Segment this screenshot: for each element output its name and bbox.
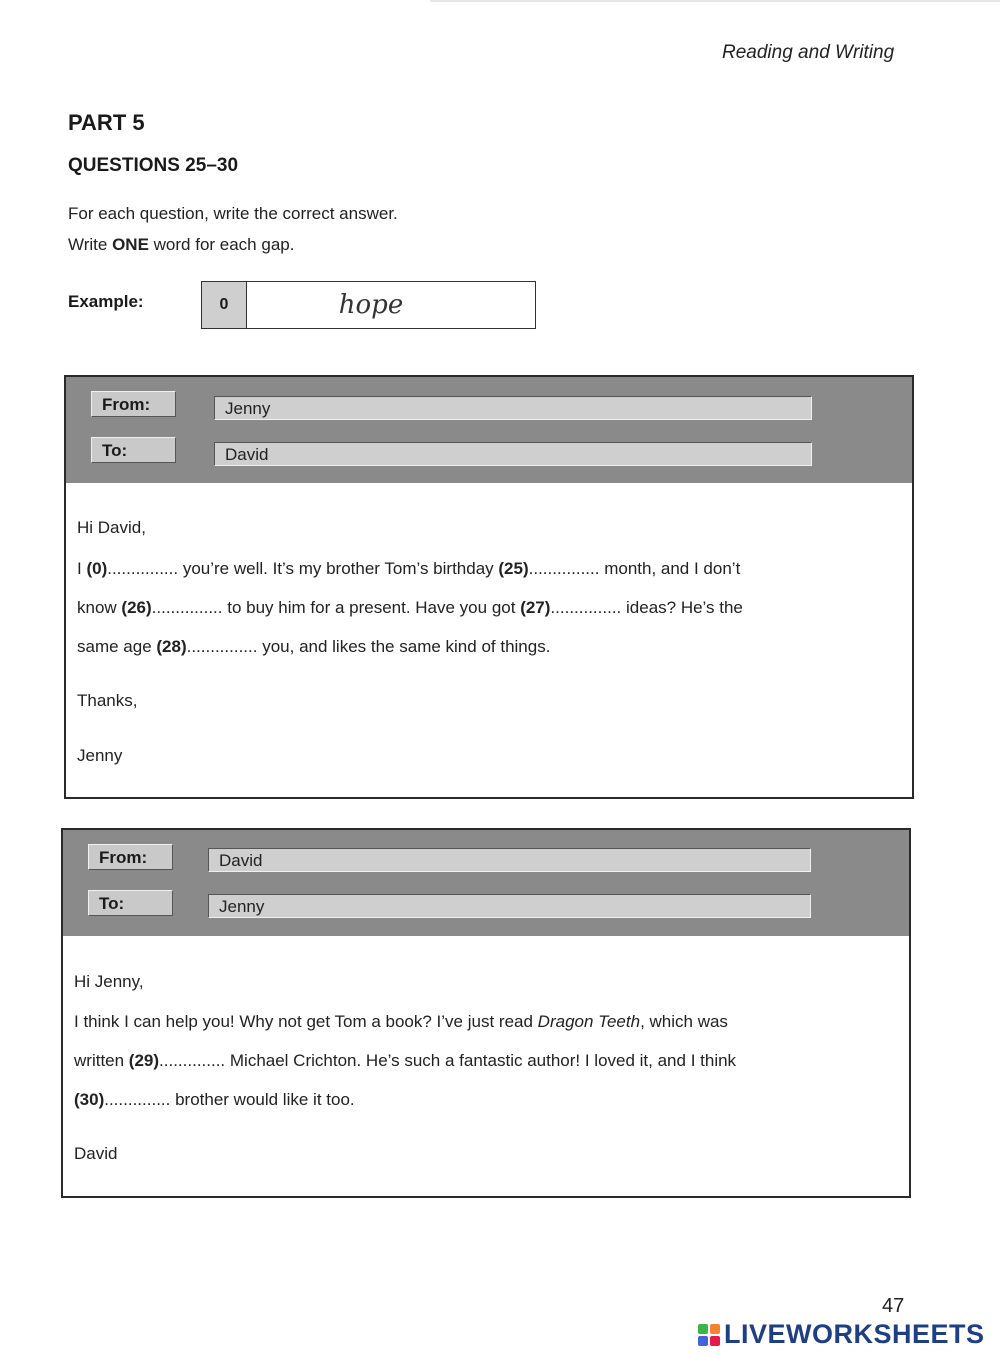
email-2-line-2: written (29).............. Michael Crichton. He’s such a fantastic author! I loved it, and I think (74, 1051, 737, 1070)
email-1-to-label: To: (91, 437, 176, 463)
part-heading: PART 5 (68, 110, 145, 135)
email-1-line-2: know (26)............... to buy him for a present. Have you got (27)............... ideas? He’s the (77, 598, 743, 617)
email-2 (61, 828, 911, 1198)
email-1-line-3: same age (28)............... you, and likes the same kind of things. (77, 637, 551, 656)
email-1-thanks: Thanks, (77, 691, 138, 710)
email-1-header (66, 377, 912, 483)
email-2-line-1: I think I can help you! Why not get Tom a book? I’ve just read Dragon Teeth, which was (74, 1012, 728, 1031)
email-2-signoff: David (74, 1144, 118, 1163)
page-number: 47 (882, 1295, 905, 1317)
example-number: 0 (202, 282, 247, 328)
example-answer: hope (338, 290, 404, 320)
instruction-line-2: Write ONE word for each gap. (68, 235, 295, 254)
email-2-line-3: (30).............. brother would like it too. (74, 1090, 355, 1109)
brand-name: LIVEWORKSHEETS (724, 1319, 985, 1349)
email-1-from-label: From: (91, 391, 176, 417)
email-1-from-field: Jenny (214, 396, 812, 420)
brand-logo-icon (698, 1324, 720, 1346)
email-2-greeting: Hi Jenny, (74, 972, 144, 991)
section-title: Reading and Writing (722, 42, 895, 63)
email-2-to-label: To: (88, 890, 173, 916)
email-1-to-field: David (214, 442, 812, 466)
email-1-line-1: I (0)............... you’re well. It’s my brother Tom’s birthday (25)............... month, and I don’t (77, 559, 741, 578)
top-scan-line (430, 0, 1000, 2)
example-box (201, 281, 536, 329)
email-1 (64, 375, 914, 799)
email-2-from-label: From: (88, 844, 173, 870)
questions-heading: QUESTIONS 25–30 (68, 155, 239, 176)
liveworksheets-brand[interactable] (698, 1319, 985, 1350)
email-1-signoff: Jenny (77, 746, 123, 765)
email-2-header (63, 830, 909, 936)
instruction-line-1: For each question, write the correct answer. (68, 204, 398, 223)
example-label: Example: (68, 292, 144, 311)
email-1-greeting: Hi David, (77, 518, 146, 537)
email-2-to-field: Jenny (208, 894, 811, 918)
email-2-from-field: David (208, 848, 811, 872)
